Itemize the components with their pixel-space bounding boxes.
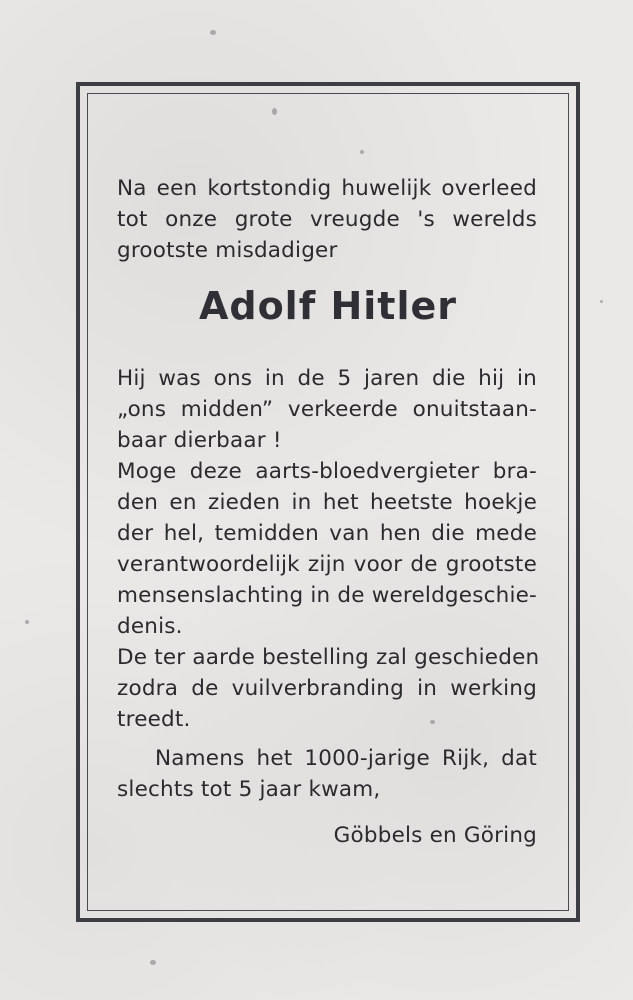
- body-line: baar dierbaar !: [117, 428, 282, 453]
- body-text: [117, 363, 540, 735]
- body-line: mensenslachting in de wereldgeschie-: [117, 583, 538, 608]
- intro-line: tot onze grote vreugde 's werelds: [117, 207, 537, 232]
- body-line: „ons midden” verkeerde onuitstaan-: [117, 397, 537, 422]
- paper-speck: [25, 620, 29, 624]
- closing-text: [117, 743, 537, 805]
- intro-text: [117, 173, 537, 266]
- body-line: treedt.: [117, 707, 191, 732]
- closing-line: Namens het 1000-jarige Rijk, dat: [155, 746, 537, 771]
- paper-speck: [272, 108, 277, 115]
- intro-line: grootste misdadiger: [117, 238, 338, 263]
- body-line: den en zieden in het heetste hoekje: [117, 490, 537, 515]
- paper-speck: [210, 30, 216, 35]
- signature-block: [117, 820, 537, 851]
- body-line: denis.: [117, 614, 183, 639]
- intro-line: Na een kortstondig huwelijk overleed: [117, 176, 537, 201]
- paper-speck: [360, 150, 364, 154]
- body-line: der hel, temidden van hen die mede: [117, 521, 537, 546]
- deceased-name: Adolf Hitler: [198, 284, 458, 328]
- body-line: zodra de vuilverbranding in werking: [117, 676, 537, 701]
- body-line: Moge deze aarts-bloedvergieter bra-: [117, 459, 537, 484]
- body-line: verantwoordelijk zijn voor de grootste: [117, 552, 537, 577]
- paper-speck: [430, 720, 435, 724]
- closing-line: slechts tot 5 jaar kwam,: [117, 777, 381, 802]
- body-line: De ter aarde bestelling zal geschieden: [117, 645, 540, 670]
- signature: Göbbels en Göring: [333, 823, 537, 848]
- paper-speck: [600, 300, 603, 303]
- paper-speck: [150, 960, 156, 965]
- body-line: Hij was ons in de 5 jaren die hij in: [117, 366, 537, 391]
